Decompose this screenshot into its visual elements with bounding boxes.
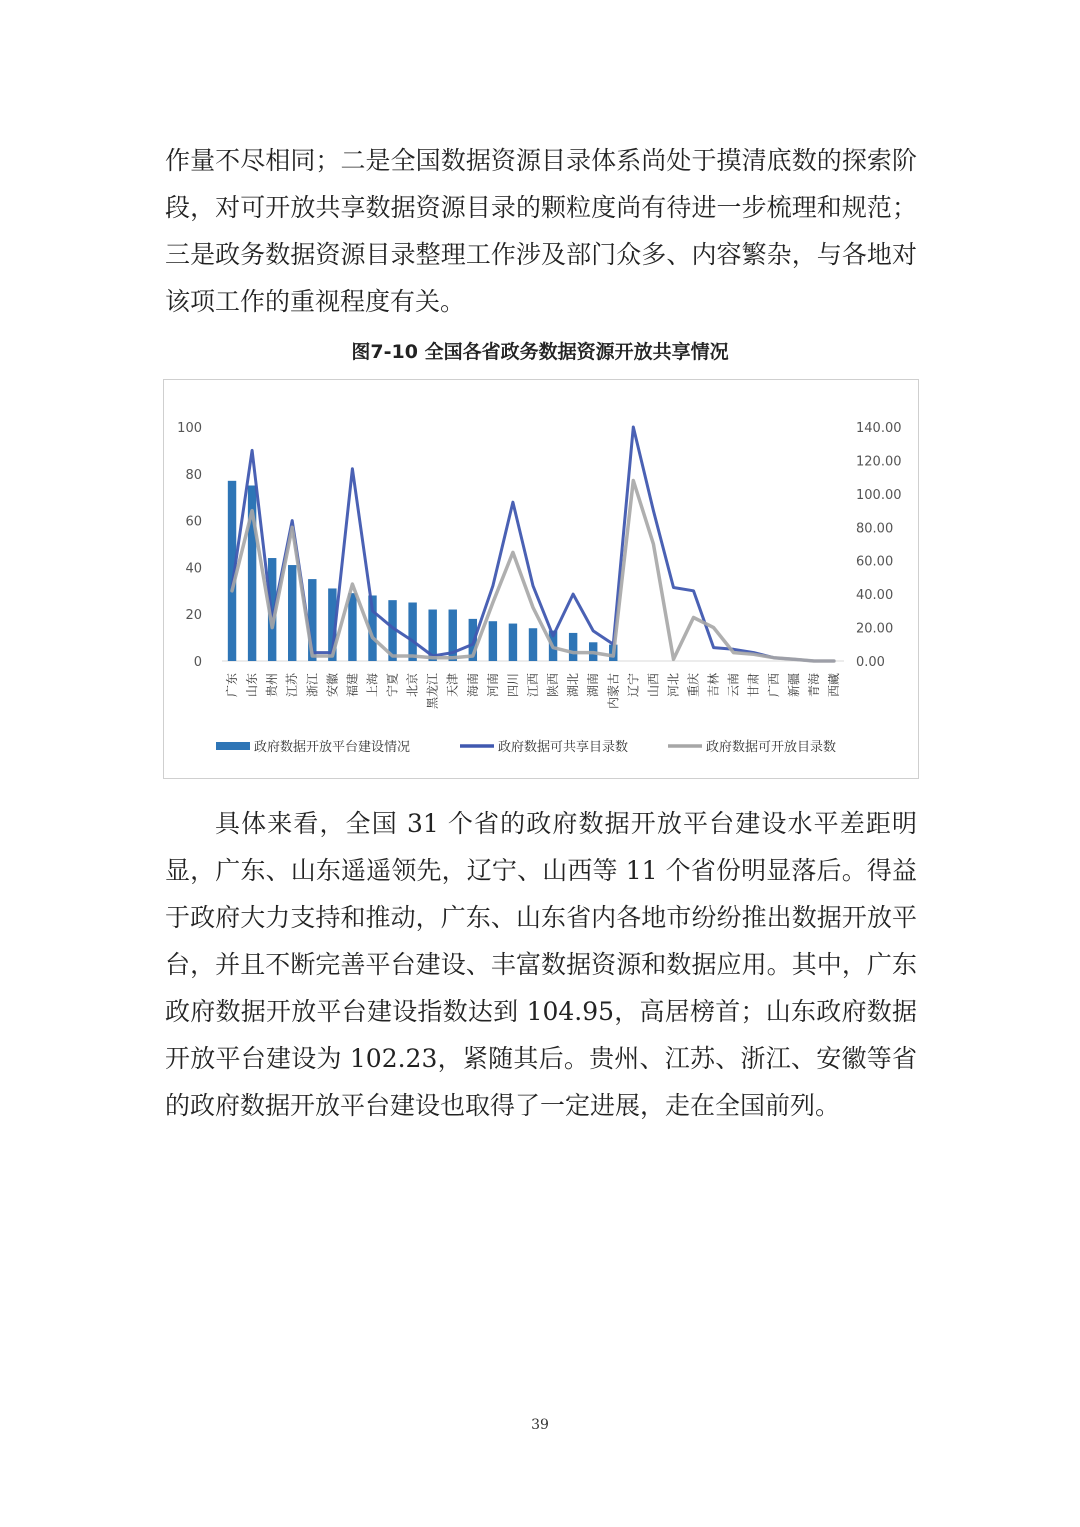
category-label: 福建	[345, 673, 360, 698]
chart-bar	[569, 633, 577, 661]
category-label: 云南	[726, 673, 741, 698]
category-label: 浙江	[305, 673, 320, 698]
category-label: 天津	[445, 673, 460, 698]
chart-bar	[529, 628, 537, 661]
chart-bar	[288, 565, 296, 661]
category-label: 宁夏	[385, 673, 400, 698]
category-label: 河南	[485, 673, 500, 698]
right-axis-tick-label: 100.00	[856, 487, 902, 503]
legend-label: 政府数据可开放目录数	[706, 740, 837, 755]
legend-label: 政府数据开放平台建设情况	[254, 740, 411, 755]
left-axis-tick-label: 0	[193, 655, 202, 670]
chart-bar	[509, 624, 517, 661]
chart-container	[163, 379, 919, 779]
category-label: 青海	[806, 673, 821, 698]
right-axis-tick-label: 40.00	[856, 588, 894, 604]
category-label: 重庆	[686, 673, 701, 698]
category-label: 辽宁	[626, 673, 641, 698]
category-label: 陕西	[546, 673, 561, 698]
right-axis-tick-label: 140.00	[856, 421, 902, 436]
category-label: 山西	[646, 673, 661, 698]
category-label: 吉林	[706, 673, 721, 698]
chart-bar	[408, 603, 416, 662]
category-label: 江西	[526, 673, 540, 698]
category-label: 广西	[766, 673, 781, 698]
right-axis-tick-label: 120.00	[856, 454, 902, 470]
chart-bar	[489, 621, 497, 661]
category-label: 广东	[225, 673, 240, 698]
category-label: 内蒙古	[606, 673, 621, 710]
category-label: 海南	[465, 673, 480, 698]
category-label: 甘肃	[746, 673, 761, 698]
right-axis-tick-label: 20.00	[856, 621, 894, 637]
category-label: 上海	[365, 673, 380, 698]
left-axis-tick-label: 100	[177, 421, 202, 436]
left-axis-tick-label: 60	[185, 514, 202, 530]
category-label: 河北	[666, 673, 681, 698]
right-axis-tick-label: 80.00	[856, 521, 894, 537]
category-label: 四川	[505, 673, 520, 698]
right-axis-tick-label: 60.00	[856, 554, 894, 570]
body-paragraph-2: 具体来看，全国 31 个省的政府数据开放平台建设水平差距明显，广东、山东遥遥领先，辽宁、山西等 11 个省份明显落后。得益于政府大力支持和推动，广东、山东省内各地市纷纷推出数据开放平台，并且不断完善平台建设、丰富数据资源和数据应用。其中，广东政府数据开放平台建设指数达到 104.95，高居榜首；山东政府数据开放平台建设为 102.23，紧随其后。贵州、江苏、浙江、安徽等省的政府数据开放平台建设也取得了一定进展，走在全国前列。	[165, 809, 917, 1120]
body-paragraph-1: 作量不尽相同；二是全国数据资源目录体系尚处于摸清底数的探索阶段，对可开放共享数据资源目录的颗粒度尚有待进一步梳理和规范；三是政务数据资源目录整理工作涉及部门众多、内容繁杂，与各地对该项工作的重视程度有关。	[165, 146, 917, 316]
figure-title: 图7-10 全国各省政务数据资源开放共享情况	[351, 341, 729, 363]
category-label: 贵州	[265, 673, 280, 698]
category-label: 山东	[245, 673, 260, 698]
category-label: 西藏	[826, 673, 841, 698]
page-number: 39	[531, 1417, 549, 1433]
legend-label: 政府数据可共享目录数	[498, 740, 629, 755]
category-label: 新疆	[786, 673, 801, 698]
left-axis-tick-label: 80	[185, 467, 202, 483]
category-label: 黑龙江	[425, 673, 440, 710]
category-label: 安徽	[325, 673, 340, 698]
category-label: 江苏	[285, 673, 300, 698]
legend-swatch-bar	[216, 742, 250, 750]
chart-bar	[348, 593, 356, 661]
chart-svg	[164, 380, 918, 778]
right-axis-tick-label: 0.00	[856, 655, 885, 670]
category-label: 湖南	[586, 673, 601, 698]
category-label: 湖北	[566, 673, 581, 698]
category-label: 北京	[405, 673, 420, 698]
left-axis-tick-label: 20	[185, 608, 202, 624]
left-axis-tick-label: 40	[185, 561, 202, 577]
shareable-catalog-line	[232, 427, 834, 661]
